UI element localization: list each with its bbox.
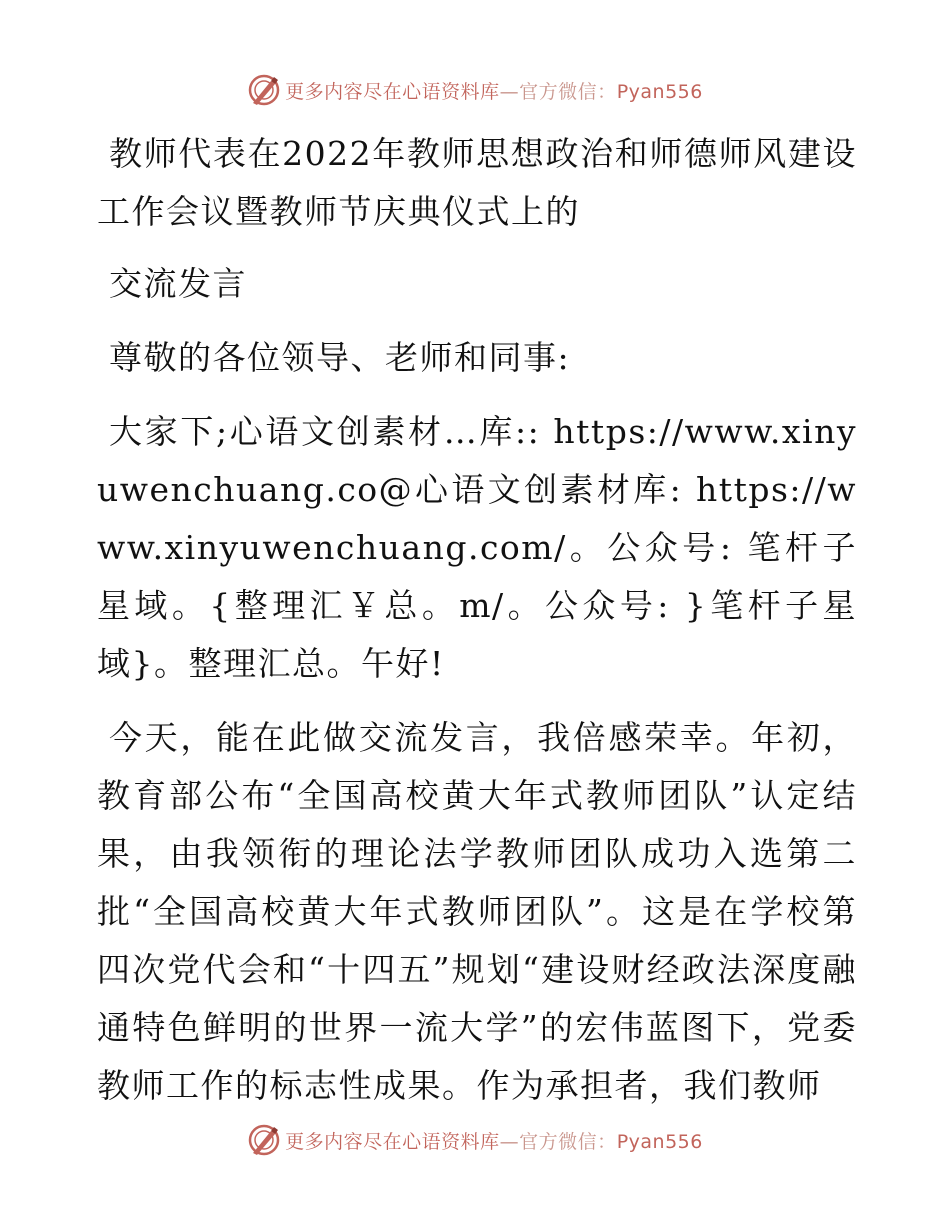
watermark-main-text: 更多内容尽在心语资料库 <box>285 1130 500 1153</box>
watermark-dash: — <box>499 1130 520 1153</box>
watermark-dash: — <box>499 80 520 103</box>
document-subtitle: 交流发言 <box>109 264 247 303</box>
document-title: 教师代表在2022年教师思想政治和师德师风建设工作会议暨教师节庆典仪式上的 <box>97 134 857 231</box>
watermark-wechat-label: 官方微信： <box>519 1130 617 1153</box>
watermark-wechat-label: 官方微信： <box>519 80 617 103</box>
watermark-wechat-id: Pyan556 <box>616 80 703 103</box>
watermark-text <box>285 1127 703 1154</box>
body-paragraph: 今天，能在此做交流发言，我倍感荣幸。年初，教育部公布“全国高校黄大年式教师团队”认定结果，由我领衔的理论法学教师团队成功入选第二批“全国高校黄大年式教师团队”。这是在学校第四次党代会和“十四五”规划“建设财经政法深度融通特色鲜明的世界一流大学”的宏伟蓝图下，党委教师工作的标志性成果。作为承担者，我们教师 <box>97 718 857 1105</box>
pen-logo-icon <box>247 1123 281 1157</box>
watermark-header <box>0 70 950 110</box>
watermark-text <box>285 77 703 104</box>
watermark-footer <box>0 1120 950 1160</box>
pen-logo-icon <box>247 73 281 107</box>
greeting-paragraph: 大家下;心语文创素材…库:: https://www.xinyuwenchuang.co@心语文创素材库: https://www.xinyuwenchuang.com/。公众号: 笔杆子星域。{整理汇￥总。m/。公众号: }笔杆子星域}。整理汇总。午好! <box>97 412 857 683</box>
watermark-main-text: 更多内容尽在心语资料库 <box>285 80 500 103</box>
watermark-wechat-id: Pyan556 <box>616 1130 703 1153</box>
document-content <box>97 125 857 1115</box>
salutation: 尊敬的各位领导、老师和同事: <box>109 338 571 377</box>
